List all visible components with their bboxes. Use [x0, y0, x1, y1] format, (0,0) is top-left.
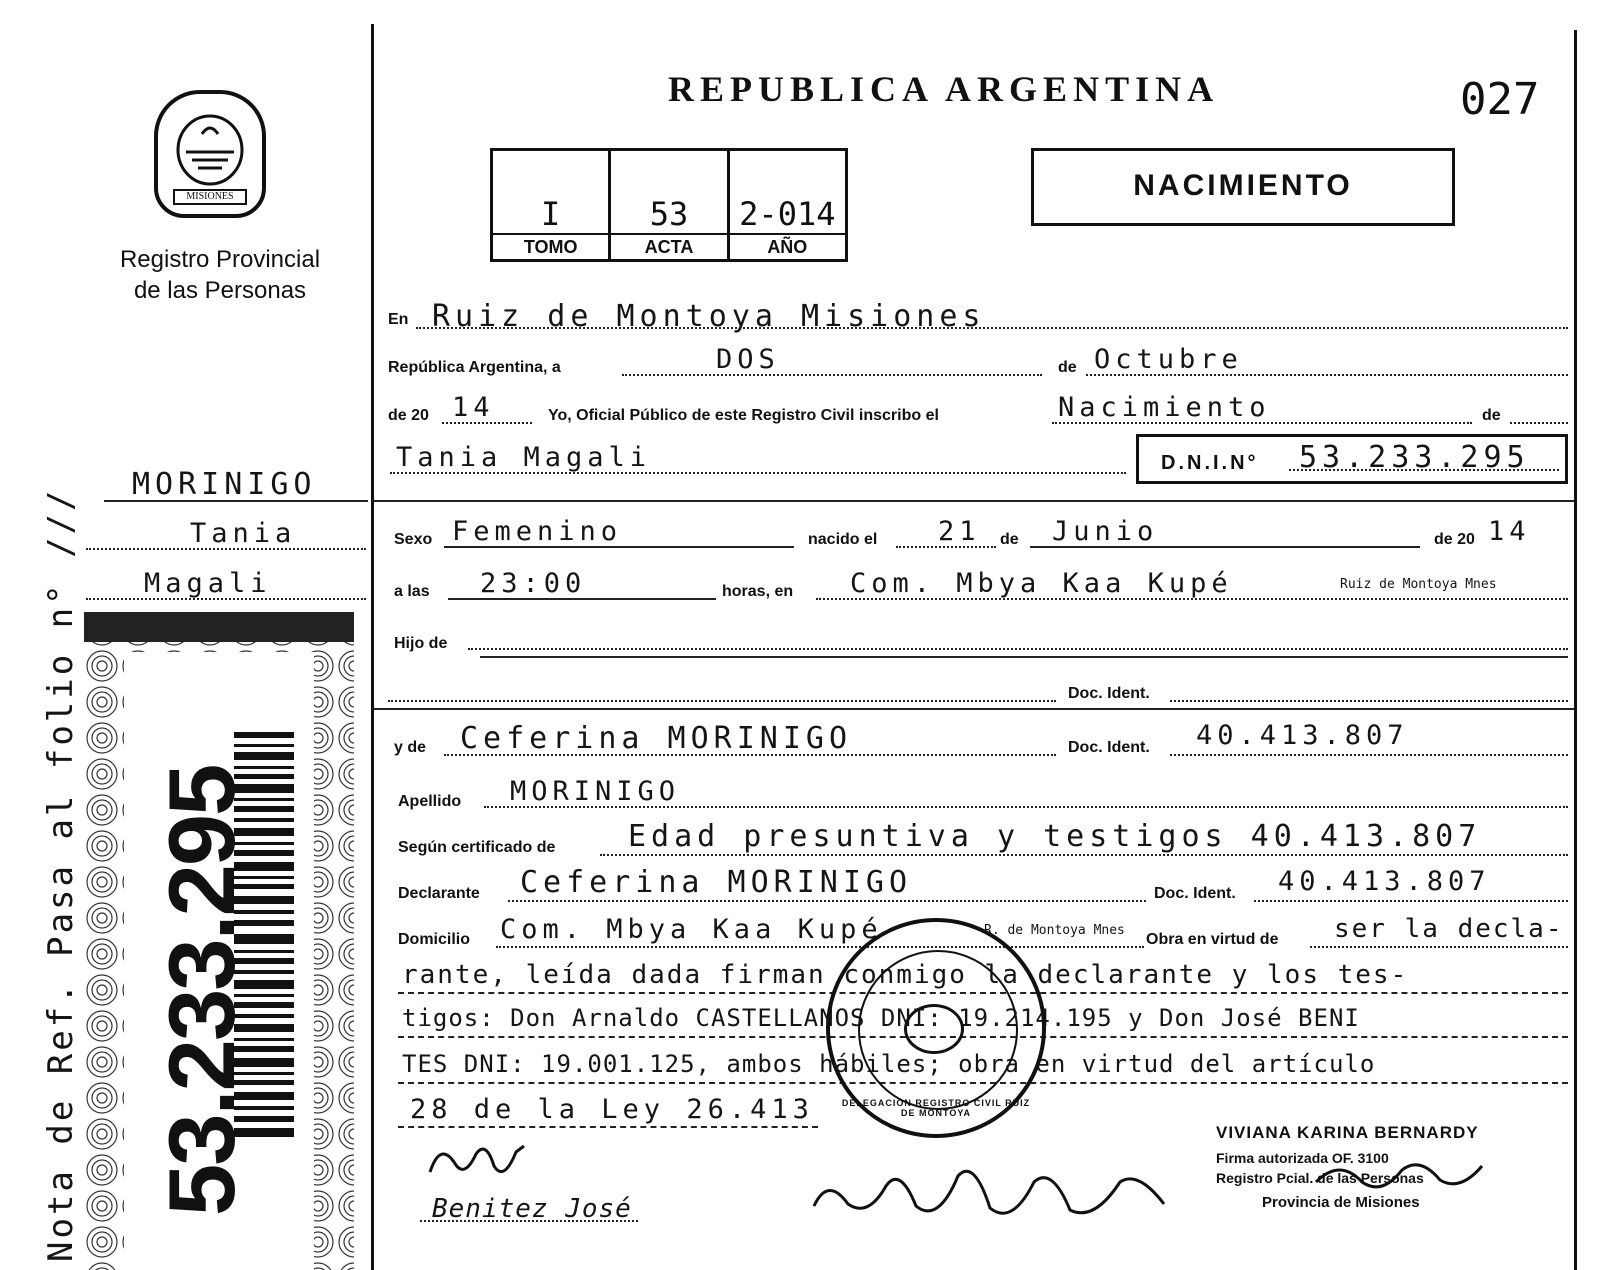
- year-prefix-label: de 20: [388, 407, 429, 424]
- right-border-line: [1574, 30, 1577, 1270]
- declarante-doc: 40.413.807: [1278, 866, 1491, 897]
- acta-label: ACTA: [611, 233, 726, 259]
- hijo-doc-line: [1170, 700, 1568, 702]
- sexo-label: Sexo: [394, 531, 433, 548]
- segun-line: [600, 854, 1568, 856]
- text-line-2: tigos: Don Arnaldo CASTELLANOS DNI: 19.214.195 y Don José BENI: [402, 1004, 1360, 1032]
- margin-surname-line: [104, 500, 368, 502]
- anio-value: 2-014: [739, 195, 836, 233]
- hijo-label: Hijo de: [394, 635, 448, 652]
- hijo-line-2: [480, 656, 1568, 658]
- acta-cell: [611, 151, 729, 259]
- nacido-day: 21: [938, 516, 981, 547]
- domicilio-line: [496, 946, 1144, 948]
- republica-label: República Argentina, a: [388, 359, 561, 376]
- anio-cell: [730, 151, 845, 259]
- official-line3: Registro Pcial. de las Personas: [1216, 1170, 1424, 1186]
- declarante-label: Declarante: [398, 885, 480, 902]
- hijo-line: [468, 648, 1568, 650]
- acta-value: 53: [649, 195, 689, 233]
- nacido-year-label: de 20: [1434, 531, 1475, 548]
- anio-label: AÑO: [730, 233, 845, 259]
- lugar-small: Ruiz de Montoya Mnes: [1340, 577, 1497, 592]
- declarante-value: Ceferina MORINIGO: [520, 865, 913, 900]
- horas-label: horas, en: [722, 583, 794, 600]
- official-block: [1216, 1124, 1546, 1210]
- section-divider-mid: [374, 708, 1574, 710]
- page-number: 027: [1460, 74, 1540, 125]
- stamp-label: DELEGACION REGISTRO CIVIL RUIZ DE MONTOYA: [841, 1098, 1031, 1118]
- day-value: DOS: [716, 344, 780, 375]
- text-line-1: rante, leída dada firman conmigo la declarante y los tes-: [402, 960, 1409, 990]
- signature-1-name: Benitez José: [432, 1194, 632, 1224]
- segun-value: Edad presuntiva y testigos 40.413.807: [628, 819, 1482, 854]
- apellido-value: MORINIGO: [510, 776, 681, 807]
- declarante-doc-label: Doc. Ident.: [1154, 885, 1236, 902]
- margin-note: Nota de Ref. Pasa al folio n° ///: [41, 487, 81, 1262]
- text-line-3: TES DNI: 19.001.125, ambos hábiles; obra en virtud del artículo: [402, 1050, 1376, 1078]
- country-title: REPUBLICA ARGENTINA: [668, 69, 1220, 109]
- margin-first-name: Tania: [190, 518, 297, 549]
- registry-line1: Registro Provincial: [119, 246, 321, 273]
- hora-value: 23:00: [480, 568, 587, 599]
- dni-line: [1289, 469, 1559, 471]
- dni-label: D.N.I.N°: [1161, 452, 1259, 474]
- official-name: VIVIANA KARINA BERNARDY: [1216, 1123, 1479, 1142]
- tomo-cell: [493, 151, 611, 259]
- dni-box: [1136, 434, 1568, 484]
- section-divider-top: [374, 500, 1574, 502]
- registry-name: [100, 244, 340, 306]
- madre-doc-line: [1170, 754, 1568, 756]
- en-value: Ruiz de Montoya Misiones: [432, 299, 986, 334]
- barcode-panel: [84, 612, 354, 1270]
- nacido-de-label: de: [1000, 531, 1019, 548]
- hijo-line-3: [388, 700, 1056, 702]
- lugar-value: Com. Mbya Kaa Kupé: [850, 568, 1233, 599]
- official-line4: Provincia de Misiones: [1262, 1194, 1420, 1211]
- dni-value: 53.233.295: [1299, 440, 1530, 475]
- yde-label: y de: [394, 739, 427, 756]
- day-line: [622, 374, 1042, 376]
- domicilio-value: Com. Mbya Kaa Kupé: [500, 914, 883, 945]
- apellido-label: Apellido: [398, 793, 462, 810]
- month-value: Octubre: [1094, 344, 1243, 375]
- sexo-value: Femenino: [452, 516, 623, 547]
- madre-value: Ceferina MORINIGO: [460, 721, 853, 756]
- signature-2-scribble: [808, 1146, 1178, 1237]
- obra-line: [1310, 946, 1568, 948]
- text-line-4: 28 de la Ley 26.413: [410, 1094, 814, 1125]
- declarante-line: [508, 900, 1146, 902]
- obra-value: ser la decla-: [1334, 914, 1564, 944]
- record-id-table: [490, 148, 848, 262]
- madre-doc-label: Doc. Ident.: [1068, 739, 1150, 756]
- left-border-line: [371, 24, 374, 1270]
- nacido-year: 14: [1488, 516, 1531, 547]
- domicilio-small: R. de Montoya Mnes: [984, 923, 1125, 938]
- nacido-label: nacido el: [808, 531, 878, 548]
- nacido-month: Junio: [1052, 516, 1159, 547]
- seal-label: MISIONES: [186, 191, 234, 202]
- hijo-doc-label: Doc. Ident.: [1068, 685, 1150, 702]
- name-value: Tania Magali: [396, 442, 652, 473]
- segun-label: Según certificado de: [398, 839, 556, 856]
- registry-line2: de las Personas: [133, 277, 307, 304]
- inscribe-end-line: [1510, 422, 1568, 424]
- margin-surname: MORINIGO: [132, 467, 317, 502]
- madre-doc: 40.413.807: [1196, 720, 1409, 751]
- signature-1-scribble: [420, 1132, 540, 1197]
- inscribe-de-label: de: [1482, 407, 1501, 424]
- signature-1-line: [420, 1220, 638, 1222]
- tomo-value: I: [541, 195, 561, 233]
- month-de-label: de: [1058, 359, 1077, 376]
- obra-label: Obra en virtud de: [1146, 931, 1279, 948]
- registry-stamp-icon: [826, 918, 1046, 1138]
- oficial-text: Yo, Oficial Público de este Registro Civil inscribo el: [548, 407, 939, 424]
- margin-middle-name: Magali: [144, 568, 272, 599]
- en-label: En: [388, 311, 409, 328]
- provincial-seal-icon: [154, 90, 266, 218]
- tomo-label: TOMO: [493, 233, 608, 259]
- domicilio-label: Domicilio: [398, 931, 471, 948]
- year-value: 14: [452, 392, 495, 423]
- text-line-4-rule: [398, 1126, 818, 1128]
- document-type-box: NACIMIENTO: [1031, 148, 1455, 226]
- alas-label: a las: [394, 583, 430, 600]
- inscribe-value: Nacimiento: [1058, 392, 1271, 423]
- official-line2: Firma autorizada OF. 3100: [1216, 1150, 1389, 1166]
- barcode-number: 53.233.295: [149, 765, 254, 1216]
- declarante-doc-line: [1254, 900, 1568, 902]
